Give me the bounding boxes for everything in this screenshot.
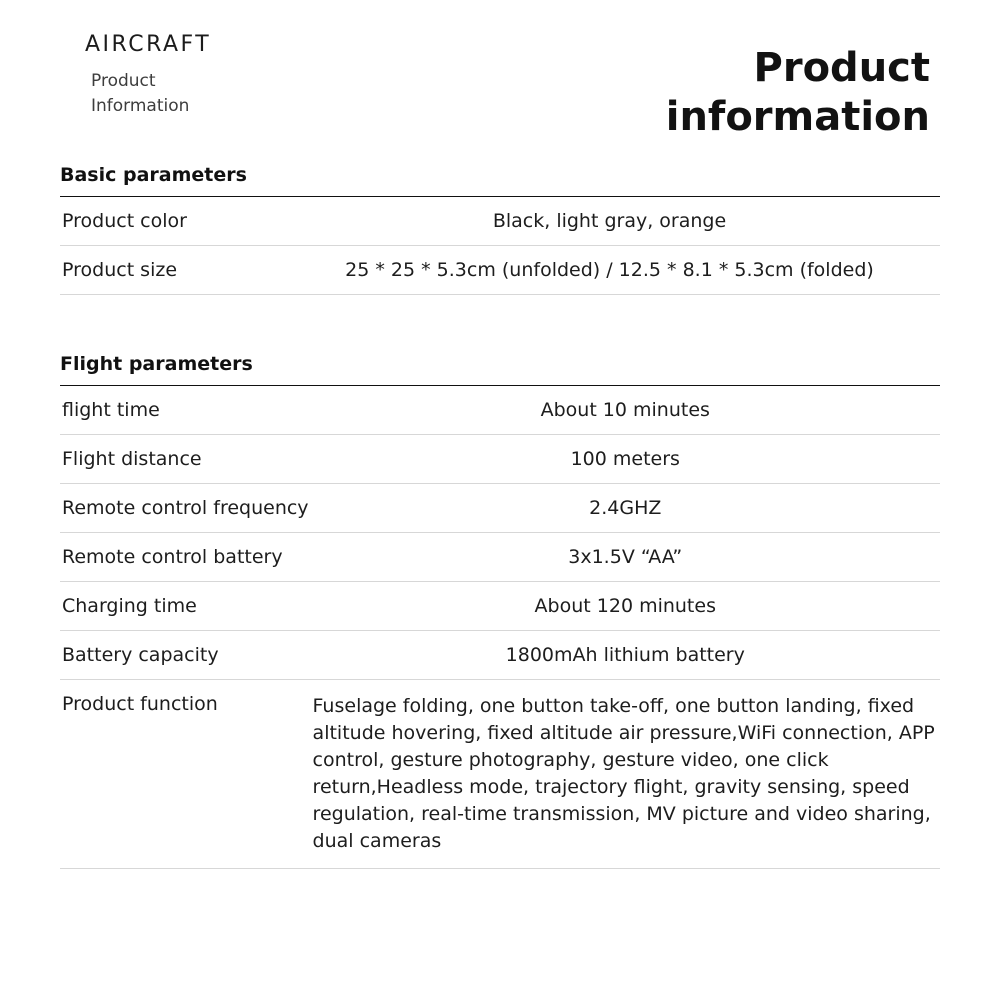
row-value: 25 * 25 * 5.3cm (unfolded) / 12.5 * 8.1 * 5.3cm (folded) xyxy=(345,259,874,281)
section-title-flight: Flight parameters xyxy=(60,353,940,386)
section-title-basic: Basic parameters xyxy=(60,164,940,197)
row-label: Product function xyxy=(62,693,218,715)
row-value: About 10 minutes xyxy=(540,399,710,421)
row-label: Remote control frequency xyxy=(62,497,309,519)
brand-subtitle-line-2: Information xyxy=(91,95,190,116)
row-value: Black, light gray, orange xyxy=(492,210,727,232)
row-value: Fuselage folding, one button take-off, one button landing, fixed altitude hovering, fixed altitude air pressure,WiFi connection, APP control, gesture photography, gesture video, one click return,Headless mode, trajectory flight, gravity sensing, speed regulation, real-time transmission, MV picture and video sharing, dual cameras xyxy=(312,695,935,852)
page-title xyxy=(500,44,930,142)
row-value: 3x1.5V “AA” xyxy=(568,546,683,568)
row-value: 2.4GHZ xyxy=(589,497,662,519)
row-label: Product color xyxy=(62,210,187,232)
section-flight-parameters xyxy=(60,353,940,869)
brand-subtitle-line-1: Product xyxy=(91,71,156,91)
row-label: Battery capacity xyxy=(62,644,219,666)
table-row xyxy=(60,631,940,680)
page-title-line-2: information xyxy=(665,93,930,140)
brand-title: AIRCRAFT xyxy=(85,32,212,57)
row-value: 1800mAh lithium battery xyxy=(505,644,745,666)
flight-parameters-table xyxy=(60,386,940,869)
page-header xyxy=(0,0,1000,150)
page-title-line-1: Product xyxy=(753,45,930,91)
table-row xyxy=(60,582,940,631)
table-row xyxy=(60,386,940,435)
row-value: About 120 minutes xyxy=(534,595,716,617)
basic-parameters-table xyxy=(60,197,940,295)
row-label: Charging time xyxy=(62,595,197,617)
brand-subtitle xyxy=(91,69,211,118)
section-basic-parameters xyxy=(60,164,940,295)
table-row xyxy=(60,435,940,484)
table-row xyxy=(60,484,940,533)
table-row xyxy=(60,197,940,246)
row-label: Remote control battery xyxy=(62,546,283,568)
table-row xyxy=(60,246,940,295)
row-label: Flight distance xyxy=(62,448,202,470)
table-row xyxy=(60,680,940,869)
row-value: 100 meters xyxy=(570,448,680,470)
section-spacer xyxy=(0,295,1000,353)
brand-block xyxy=(85,32,211,118)
row-label: Product size xyxy=(62,259,178,281)
table-row xyxy=(60,533,940,582)
row-label: flight time xyxy=(62,399,160,421)
